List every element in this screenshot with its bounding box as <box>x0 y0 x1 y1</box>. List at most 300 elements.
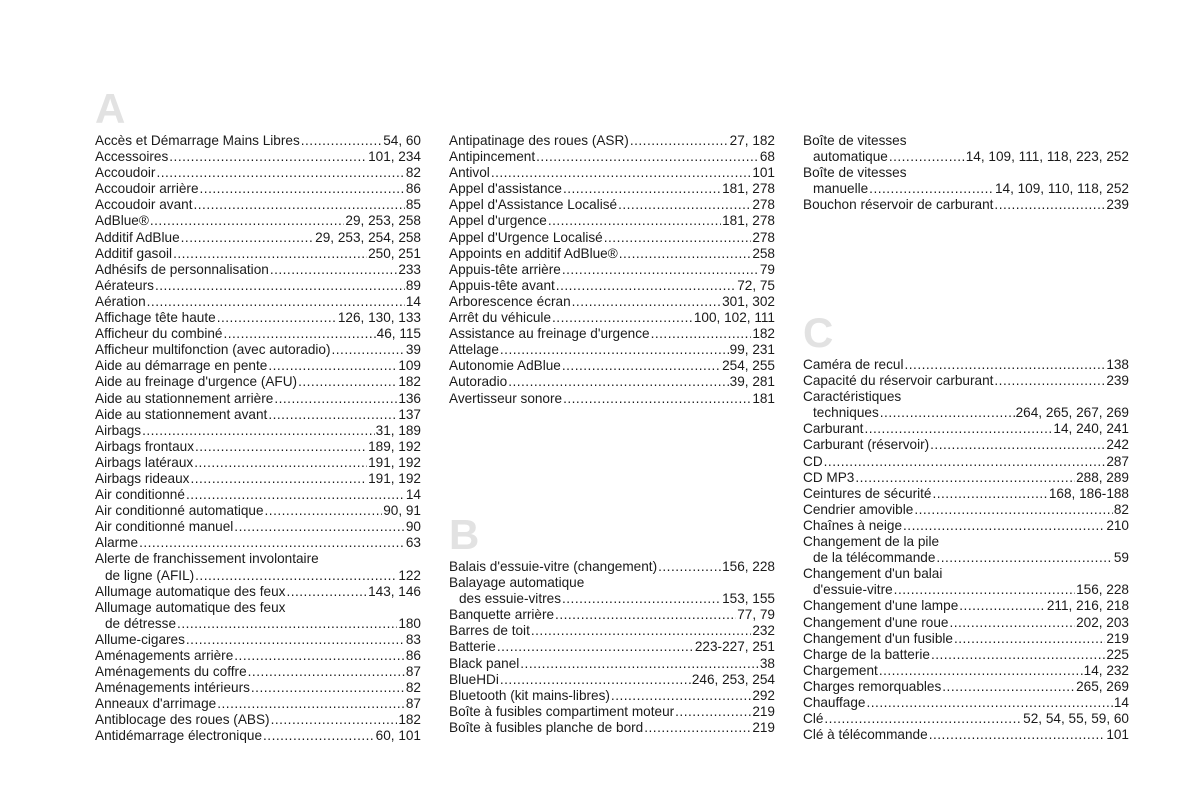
entry-term: Changement d'un fusible <box>803 630 953 646</box>
index-entry <box>449 559 775 575</box>
dot-leader <box>156 165 404 181</box>
page-numbers: 258 <box>752 245 775 261</box>
entry-term: Bouchon réservoir de carburant <box>803 197 994 213</box>
page-numbers: 101, 234 <box>368 149 421 165</box>
entry-line <box>95 133 421 149</box>
dot-leader <box>181 230 315 246</box>
index-entry <box>95 358 421 374</box>
dot-leader <box>879 663 1083 679</box>
entry-line <box>803 373 1129 389</box>
entry-term: Avertisseur sonore <box>449 390 563 406</box>
index-entry <box>803 695 1129 711</box>
entry-term: Allumage automatique des feux <box>95 583 286 599</box>
index-entry <box>95 197 421 213</box>
index-entry <box>449 278 775 294</box>
entry-line <box>95 230 421 246</box>
entry-continuation-line <box>95 616 421 632</box>
entry-line <box>449 391 775 407</box>
entry-term: Antidémarrage électronique <box>95 728 263 744</box>
page-numbers: 189, 192 <box>368 438 421 454</box>
dot-leader <box>193 197 404 213</box>
entry-term: Aide au freinage d'urgence (AFU) <box>95 374 298 390</box>
page-numbers: 89 <box>405 277 421 293</box>
entry-term: Bluetooth (kit mains-libres) <box>449 687 610 703</box>
entry-line <box>803 389 1129 405</box>
index-entry <box>449 213 775 229</box>
dot-leader <box>301 133 382 149</box>
page-numbers: 233 <box>398 261 421 277</box>
dot-leader <box>894 582 1075 598</box>
entry-line <box>803 470 1129 486</box>
index-entry <box>449 262 775 278</box>
index-entry <box>95 519 421 535</box>
entry-term: BlueHDi <box>449 671 499 687</box>
page-numbers: 246, 253, 254 <box>691 671 775 687</box>
entry-term: Appel d'urgence <box>449 213 547 229</box>
entry-line <box>449 213 775 229</box>
entry-line <box>449 704 775 720</box>
entry-term: Capacité du réservoir carburant <box>803 373 994 389</box>
index-entry <box>803 663 1129 679</box>
dot-leader <box>864 421 1052 437</box>
index-entry <box>803 598 1129 614</box>
dot-leader <box>552 310 693 326</box>
entry-line <box>95 213 421 229</box>
index-entry <box>449 391 775 407</box>
entry-term: Accoudoir avant <box>95 197 193 213</box>
entry-term: Boîte de vitesses <box>803 165 907 181</box>
dot-leader <box>942 679 1075 695</box>
index-entry <box>95 213 421 229</box>
entry-line <box>803 598 1129 614</box>
index-entry <box>95 712 421 728</box>
page-numbers: 242 <box>1106 437 1129 453</box>
entry-term: des essuie-vitres <box>459 591 561 607</box>
entry-continuation-line <box>803 181 1129 197</box>
dot-leader <box>994 197 1105 213</box>
entry-term: Accessoires <box>95 149 169 165</box>
dot-leader <box>880 405 1015 421</box>
entry-line <box>95 535 421 551</box>
index-entry <box>449 358 775 374</box>
entry-term: Accoudoir <box>95 165 156 181</box>
entry-term: Cendrier amovible <box>803 501 914 517</box>
index-entry <box>95 165 421 181</box>
entry-term: Additif AdBlue <box>95 229 180 245</box>
entry-term: Alarme <box>95 535 139 551</box>
entry-term: Chauffage <box>803 694 866 710</box>
index-entry <box>95 648 421 664</box>
entry-line <box>95 326 421 342</box>
dot-leader <box>234 519 405 535</box>
index-entry <box>803 727 1129 743</box>
index-entry <box>803 518 1129 534</box>
dot-leader <box>520 656 759 672</box>
page-numbers: 63 <box>405 535 421 551</box>
entry-line <box>449 656 775 672</box>
dot-leader <box>251 680 405 696</box>
dot-leader <box>855 470 1075 486</box>
index-entry <box>803 534 1129 566</box>
page-numbers: 278 <box>752 229 775 245</box>
entry-term: Appuis-tête arrière <box>449 261 561 277</box>
page-numbers: 219 <box>752 719 775 735</box>
dot-leader <box>618 197 751 213</box>
page-numbers: 29, 253, 258 <box>345 213 421 229</box>
entry-line <box>449 326 775 342</box>
index-entry <box>449 688 775 704</box>
index-entry <box>95 423 421 439</box>
entry-term: Airbags <box>95 422 142 438</box>
index-entry <box>449 656 775 672</box>
index-entry <box>95 584 421 600</box>
index-entry <box>803 454 1129 470</box>
page-numbers: 156, 228 <box>722 559 775 574</box>
index-entry <box>95 664 421 680</box>
index-entry <box>449 310 775 326</box>
page-numbers: 232 <box>752 623 775 639</box>
page-numbers: 14, 232 <box>1083 662 1129 678</box>
page-numbers: 182 <box>752 326 775 342</box>
index-entry <box>803 631 1129 647</box>
dot-leader <box>265 503 383 519</box>
dot-leader <box>268 358 397 374</box>
entry-line <box>803 357 1129 373</box>
entry-term: Antiblocage des roues (ABS) <box>95 712 270 728</box>
entry-list <box>449 133 775 407</box>
page-numbers: 82 <box>1113 501 1129 517</box>
dot-leader <box>658 559 721 575</box>
entry-line <box>803 566 1129 582</box>
entry-line <box>803 679 1129 695</box>
page-numbers: 68 <box>759 149 775 165</box>
dot-leader <box>139 535 405 551</box>
entry-continuation-line <box>95 568 421 584</box>
entry-line <box>95 680 421 696</box>
page-numbers: 14, 240, 241 <box>1053 421 1129 437</box>
entry-line <box>95 584 421 600</box>
entry-line <box>449 342 775 358</box>
dot-leader <box>562 591 721 607</box>
entry-line <box>95 632 421 648</box>
entry-line <box>95 471 421 487</box>
index-entry <box>449 294 775 310</box>
dot-leader <box>491 165 752 181</box>
dot-leader <box>268 407 397 423</box>
entry-line <box>95 455 421 471</box>
entry-term: Antipincement <box>449 149 536 165</box>
entry-term: Appel d'assistance <box>449 181 562 197</box>
index-entry <box>95 133 421 149</box>
index-entry <box>449 672 775 688</box>
entry-line <box>803 615 1129 631</box>
index-entry <box>95 471 421 487</box>
page-numbers: 14, 109, 111, 118, 223, 252 <box>965 149 1129 165</box>
page-numbers: 109 <box>398 358 421 374</box>
dot-leader <box>611 688 751 704</box>
dot-leader <box>644 720 751 736</box>
entry-line <box>449 246 775 262</box>
page-numbers: 180 <box>398 615 421 631</box>
entry-term: Chaînes à neige <box>803 517 903 533</box>
page-numbers: 239 <box>1106 197 1129 213</box>
entry-line <box>803 534 1129 550</box>
entry-line <box>95 278 421 294</box>
entry-term: manuelle <box>813 181 869 197</box>
entry-term: Antipatinage des roues (ASR) <box>449 133 629 148</box>
index-entry <box>803 486 1129 502</box>
dot-leader <box>563 181 721 197</box>
page-numbers: 211, 216, 218 <box>1046 598 1129 614</box>
page-numbers: 85 <box>405 197 421 213</box>
dot-leader <box>651 326 752 342</box>
entry-term: Air conditionné manuel <box>95 519 234 535</box>
page-numbers: 301, 302 <box>722 293 775 309</box>
dot-leader <box>555 607 736 623</box>
index-entry <box>803 679 1129 695</box>
entry-line <box>95 165 421 181</box>
entry-line <box>95 712 421 728</box>
entry-line <box>803 518 1129 534</box>
entry-term: Boîte de vitesses <box>803 133 907 148</box>
entry-line <box>95 600 421 616</box>
entry-term: Batterie <box>449 639 496 655</box>
entry-term: automatique <box>813 149 888 165</box>
page-numbers: 82 <box>405 165 421 181</box>
entry-line <box>95 374 421 390</box>
entry-line <box>95 551 421 567</box>
entry-line <box>95 181 421 197</box>
index-entry <box>95 680 421 696</box>
entry-term: Arborescence écran <box>449 293 571 309</box>
section-letter-c: C <box>803 309 834 356</box>
entry-line <box>803 165 1129 181</box>
entry-term: Afficheur du combiné <box>95 326 223 342</box>
index-entry <box>449 181 775 197</box>
entry-term: Allume-cigares <box>95 631 185 647</box>
entry-term: Carburant (réservoir) <box>803 437 930 453</box>
index-entry <box>95 439 421 455</box>
page-numbers: 181, 278 <box>722 213 775 229</box>
dot-leader <box>563 391 751 407</box>
entry-term: de la télécommande <box>813 550 936 566</box>
entry-line <box>95 519 421 535</box>
entry-term: Caméra de recul <box>803 357 904 372</box>
index-entry <box>449 374 775 390</box>
index-entry <box>95 278 421 294</box>
entry-term: Black panel <box>449 655 520 671</box>
page-numbers: 101 <box>1106 727 1129 743</box>
index-entry <box>803 647 1129 663</box>
entry-term: Ceintures de sécurité <box>803 485 932 501</box>
dot-leader <box>263 728 375 744</box>
page-numbers: 86 <box>405 648 421 663</box>
entry-term: Adhésifs de personnalisation <box>95 261 269 277</box>
index-entry <box>95 696 421 712</box>
page-numbers: 202, 203 <box>1076 614 1129 630</box>
dot-leader <box>936 550 1112 566</box>
page-numbers: 59 <box>1113 550 1129 566</box>
index-entry <box>95 632 421 648</box>
entry-line <box>449 623 775 639</box>
entry-line <box>95 149 421 165</box>
section-letter-a: A <box>95 85 126 132</box>
index-entry <box>95 342 421 358</box>
entry-term: Appel d'Assistance Localisé <box>449 197 618 213</box>
page-numbers: 82 <box>405 680 421 696</box>
dot-leader <box>630 133 729 149</box>
page-numbers: 181 <box>752 390 775 406</box>
entry-line <box>95 391 421 407</box>
entry-term: Appuis-tête avant <box>449 277 555 293</box>
entry-line <box>803 695 1129 711</box>
entry-line <box>803 133 1129 149</box>
entry-line <box>449 358 775 374</box>
entry-line <box>95 439 421 455</box>
entry-term: Clé à télécommande <box>803 727 928 743</box>
page-numbers: 254, 255 <box>722 358 775 374</box>
entry-term: Accoudoir arrière <box>95 181 199 197</box>
entry-term: Boîte à fusibles compartiment moteur <box>449 703 675 719</box>
entry-list <box>449 559 775 736</box>
index-entry <box>95 535 421 551</box>
dot-leader <box>500 342 729 358</box>
dot-leader <box>169 149 367 165</box>
entry-list <box>95 133 421 745</box>
index-entry <box>803 421 1129 437</box>
entry-term: Additif gasoil <box>95 245 173 261</box>
entry-line <box>449 165 775 181</box>
dot-leader <box>142 423 375 439</box>
index-entry <box>449 720 775 736</box>
entry-line <box>449 181 775 197</box>
entry-line <box>803 647 1129 663</box>
page-numbers: 14 <box>405 293 421 309</box>
entry-term: Air conditionné automatique <box>95 503 264 519</box>
index-entry <box>449 326 775 342</box>
page-numbers: 292 <box>752 687 775 703</box>
entry-line <box>449 639 775 655</box>
entry-term: Balayage automatique <box>449 575 585 591</box>
entry-line <box>95 310 421 326</box>
page-numbers: 90, 91 <box>383 503 421 519</box>
page-numbers: 27, 182 <box>729 133 775 148</box>
entry-term: Alerte de franchissement involontaire <box>95 551 319 567</box>
entry-line <box>95 358 421 374</box>
dot-leader <box>562 262 759 278</box>
page-numbers: 219 <box>752 703 775 719</box>
entry-term: Arrêt du véhicule <box>449 310 552 326</box>
index-entry <box>95 503 421 519</box>
index-entry <box>95 310 421 326</box>
index-entry <box>95 728 421 744</box>
page-numbers: 182 <box>398 374 421 390</box>
index-entry <box>449 607 775 623</box>
dot-leader <box>234 648 405 664</box>
page-numbers: 14, 109, 110, 118, 252 <box>994 181 1129 197</box>
entry-continuation-line <box>803 149 1129 165</box>
entry-term: CD MP3 <box>803 469 855 485</box>
page-numbers: 264, 265, 267, 269 <box>1015 405 1129 421</box>
index-entry <box>803 373 1129 389</box>
page-numbers: 182 <box>398 712 421 728</box>
entry-term: de détresse <box>105 615 177 631</box>
index-entry <box>449 704 775 720</box>
entry-line <box>95 503 421 519</box>
page-numbers: 100, 102, 111 <box>693 310 775 326</box>
index-entry <box>449 342 775 358</box>
page-numbers: 181, 278 <box>722 181 775 197</box>
entry-term: techniques <box>813 405 879 421</box>
page-numbers: 77, 79 <box>737 607 775 623</box>
dot-leader <box>931 647 1105 663</box>
dot-leader <box>271 712 398 728</box>
index-entry <box>95 262 421 278</box>
dot-leader <box>186 632 405 648</box>
entry-term: Changement d'une roue <box>803 614 949 630</box>
dot-leader <box>298 374 397 390</box>
page-numbers: 14 <box>1113 694 1129 710</box>
page-numbers: 168, 186-188 <box>1048 485 1129 501</box>
entry-line <box>449 672 775 688</box>
entry-line <box>803 663 1129 679</box>
entry-line <box>449 720 775 736</box>
dot-leader <box>959 598 1046 614</box>
entry-line <box>803 486 1129 502</box>
index-entry <box>449 230 775 246</box>
entry-term: Aménagements arrière <box>95 648 234 663</box>
entry-line <box>95 423 421 439</box>
entry-line <box>95 648 421 664</box>
index-entry <box>95 246 421 262</box>
entry-term: Changement d'un balai <box>803 566 943 582</box>
dot-leader <box>150 213 345 229</box>
page-numbers: 90 <box>405 519 421 535</box>
page-numbers: 239 <box>1106 373 1129 389</box>
entry-continuation-line <box>803 582 1129 598</box>
entry-term: Affichage tête haute <box>95 310 216 326</box>
entry-line <box>95 664 421 680</box>
dot-leader <box>954 631 1105 647</box>
page-numbers: 52, 54, 55, 59, 60 <box>1023 711 1129 727</box>
dot-leader <box>200 181 405 197</box>
entry-term: Balais d'essuie-vitre (changement) <box>449 559 658 574</box>
page-numbers: 39, 281 <box>729 374 775 390</box>
entry-line <box>449 310 775 326</box>
entry-term: Charge de la batterie <box>803 646 930 662</box>
dot-leader <box>949 615 1075 631</box>
page-numbers: 87 <box>405 664 421 680</box>
dot-leader <box>675 704 751 720</box>
index-entry <box>449 639 775 655</box>
dot-leader <box>217 310 337 326</box>
dot-leader <box>869 181 994 197</box>
entry-line <box>95 696 421 712</box>
page-numbers: 126, 130, 133 <box>337 310 421 326</box>
entry-term: Anneaux d'arrimage <box>95 696 217 712</box>
dot-leader <box>195 568 397 584</box>
entry-line <box>95 294 421 310</box>
dot-leader <box>994 373 1105 389</box>
index-entry <box>95 551 421 583</box>
entry-term: AdBlue® <box>95 213 149 229</box>
dot-leader <box>274 391 397 407</box>
dot-leader <box>508 374 728 390</box>
dot-leader <box>500 672 691 688</box>
entry-continuation-line <box>803 405 1129 421</box>
entry-line <box>449 559 775 575</box>
page-numbers: 38 <box>759 655 775 671</box>
